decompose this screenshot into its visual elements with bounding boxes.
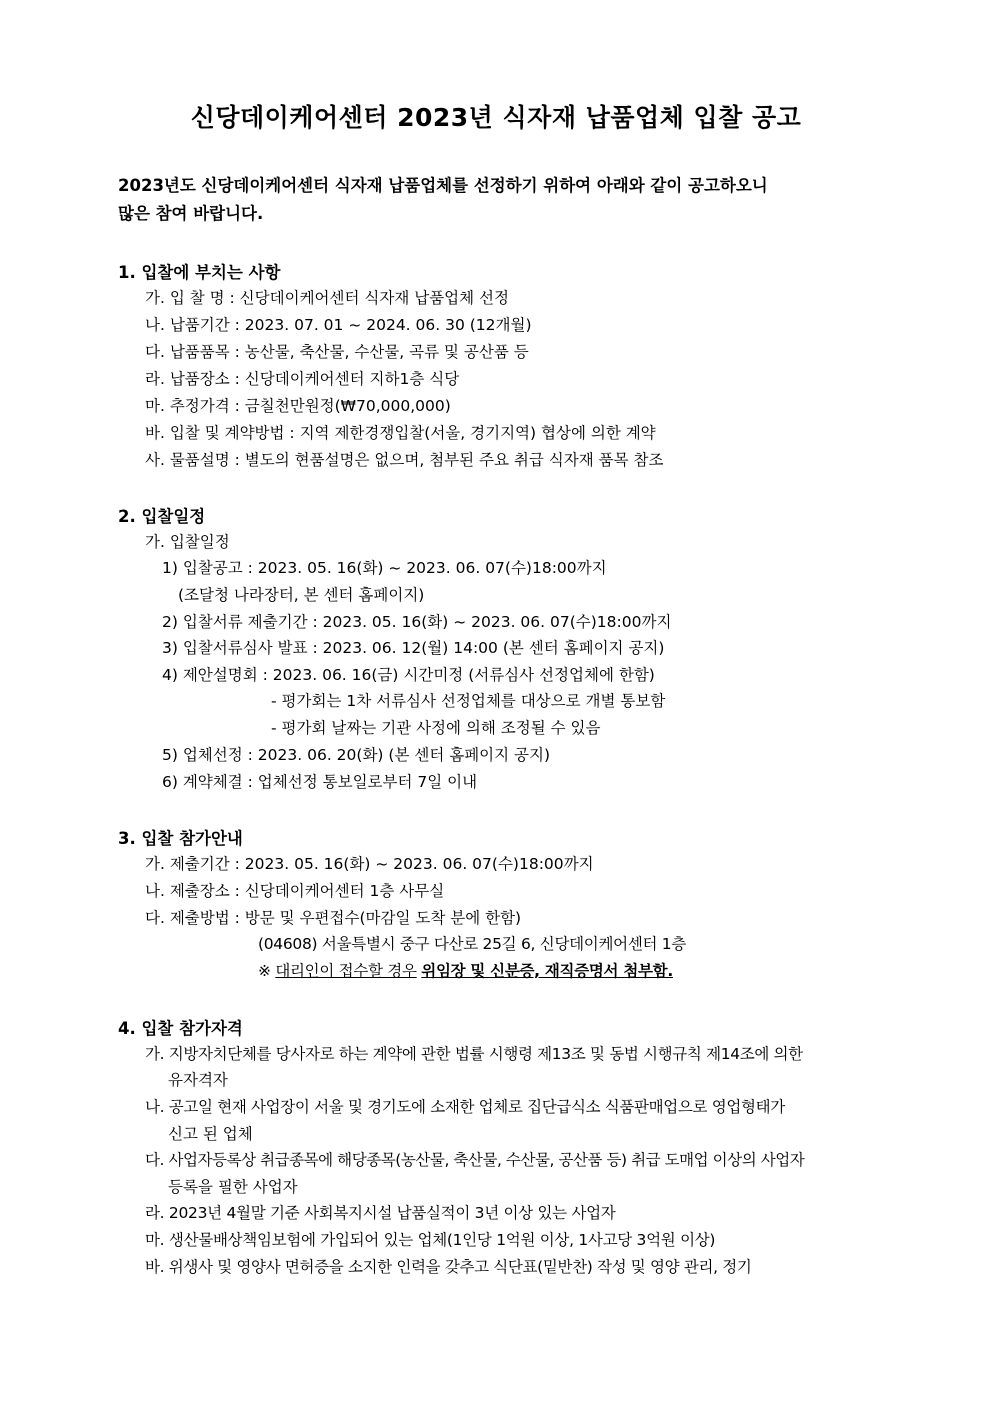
document-title: 신당데이케어센터 2023년 식자재 납품업체 입찰 공고 [190, 103, 802, 132]
s1-item-na: 나. 납품기간 : 2023. 07. 01 ~ 2024. 06. 30 (12개월) [145, 316, 532, 334]
s2-item-4-note-a: - 평가회는 1차 서류심사 선정업체를 대상으로 개별 통보함 [271, 692, 666, 710]
s4-item-da: 다. 사업자등록상 취급종목에 해당종목(농산물, 축산물, 수산물, 공산품 등) 취급 도매업 이상의 사업자 [145, 1151, 805, 1169]
s4-item-ga: 가. 지방자치단체를 당사자로 하는 계약에 관한 법률 시행령 제13조 및 동법 시행규칙 제14조에 의한 [145, 1045, 803, 1063]
s4-item-ra: 라. 2023년 4월말 기준 사회복지시설 납품실적이 3년 이상 있는 사업자 [145, 1204, 616, 1222]
note-mark: ※ [258, 962, 271, 980]
s2-item-1: 1) 입찰공고 : 2023. 05. 16(화) ~ 2023. 06. 07(수)18:00까지 [162, 559, 607, 577]
s1-item-ba: 바. 입찰 및 계약방법 : 지역 제한경쟁입찰(서울, 경기지역) 협상에 의한 계약 [145, 424, 656, 442]
s1-item-ra: 라. 납품장소 : 신당데이케어센터 지하1층 식당 [145, 370, 460, 388]
s3-item-na: 나. 제출장소 : 신당데이케어센터 1층 사무실 [145, 882, 445, 900]
section-4-heading: 4. 입찰 참가자격 [118, 1019, 243, 1038]
section-1-heading: 1. 입찰에 부치는 사항 [118, 263, 281, 282]
s4-item-na: 나. 공고일 현재 사업장이 서울 및 경기도에 소재한 업체로 집단급식소 식품판매업으로 영업형태가 [145, 1098, 785, 1116]
s1-item-ma: 마. 추정가격 : 금칠천만원정(₩70,000,000) [145, 397, 451, 415]
s2-item-1-detail: (조달청 나라장터, 본 센터 홈페이지) [178, 586, 425, 604]
note-plain-text: 대리인이 접수할 경우 [275, 962, 417, 980]
s2-item-2: 2) 입찰서류 제출기간 : 2023. 05. 16(화) ~ 2023. 06. 07(수)18:00까지 [162, 613, 672, 631]
section-3-heading: 3. 입찰 참가안내 [118, 829, 243, 848]
s3-item-ga: 가. 제출기간 : 2023. 05. 16(화) ~ 2023. 06. 07(수)18:00까지 [145, 855, 594, 873]
s3-item-da: 다. 제출방법 : 방문 및 우편접수(마감일 도착 분에 한함) [145, 909, 522, 927]
section-2-heading: 2. 입찰일정 [118, 507, 206, 526]
s3-address: (04608) 서울특별시 중구 다산로 25길 6, 신당데이케어센터 1층 [258, 935, 687, 953]
s4-item-ba: 바. 위생사 및 영양사 면허증을 소지한 인력을 갖추고 식단표(밑반찬) 작성 및 영양 관리, 정기 [145, 1258, 752, 1276]
s4-item-ga-cont: 유자격자 [168, 1071, 228, 1089]
s4-item-da-cont: 등록을 필한 사업자 [168, 1178, 298, 1196]
s4-item-ma: 마. 생산물배상책임보험에 가입되어 있는 업체(1인당 1억원 이상, 1사고당 3억원 이상) [145, 1231, 716, 1249]
s2-item-3: 3) 입찰서류심사 발표 : 2023. 06. 12(월) 14:00 (본 센터 홈페이지 공지) [162, 639, 665, 657]
intro-line-2: 많은 참여 바랍니다. [118, 204, 264, 223]
s2-item-4: 4) 제안설명회 : 2023. 06. 16(금) 시간미정 (서류심사 선정업체에 한함) [162, 666, 655, 684]
s2-item-6: 6) 계약체결 : 업체선정 통보일로부터 7일 이내 [162, 773, 478, 791]
intro-line-1: 2023년도 신당데이케어센터 식자재 납품업체를 선정하기 위하여 아래와 같이 공고하오니 [118, 176, 768, 195]
s1-item-sa: 사. 물품설명 : 별도의 현품설명은 없으며, 첨부된 주요 취급 식자재 품목 참조 [145, 451, 664, 469]
note-bold-text: 위임장 및 신분증, 재직증명서 첨부함. [421, 962, 673, 980]
s1-item-ga: 가. 입 찰 명 : 신당데이케어센터 식자재 납품업체 선정 [145, 289, 509, 307]
s4-item-na-cont: 신고 된 업체 [168, 1125, 253, 1143]
s2-item-5: 5) 업체선정 : 2023. 06. 20(화) (본 센터 홈페이지 공지) [162, 746, 551, 764]
s1-item-da: 다. 납품품목 : 농산물, 축산물, 수산물, 곡류 및 공산품 등 [145, 343, 529, 361]
s3-note [258, 961, 673, 981]
s2-item-4-note-b: - 평가회 날짜는 기관 사정에 의해 조정될 수 있음 [271, 719, 601, 737]
s2-sub-heading: 가. 입찰일정 [145, 533, 230, 551]
